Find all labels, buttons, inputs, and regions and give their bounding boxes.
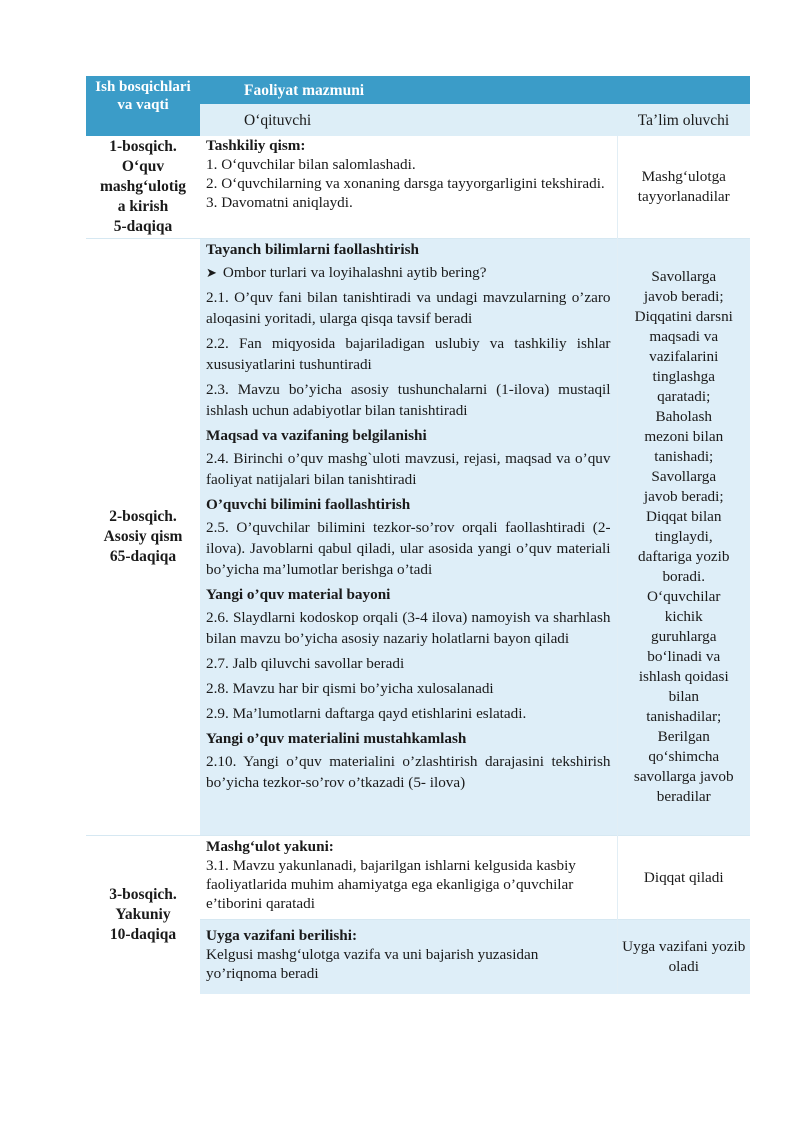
teacher-item: 2.1. O’quv fani bilan tanishtiradi va undagi mavzularning o’zaro aloqasini yoritadi, ularga qisqa tavsif beradi <box>206 289 611 327</box>
teacher-item: 2.10. Yangi o’quv materialini o’zlashtirish darajasini tekshirish bo’yicha tezkor-so’rov o’tkazadi (5- ilova) <box>206 753 611 791</box>
stage-1-line: a kirish <box>117 198 169 215</box>
teacher-item: 3.1. Mavzu yakunlanadi, bajarilgan ishlarni kelgusida kasbiy faoliyatlarida muhim ahamiyatga ega ekanligiga o’quvchilar e’tiborini qaratadi <box>206 857 576 912</box>
student-line: Savollarga <box>651 268 717 285</box>
stage-3-line: 10-daqiqa <box>109 926 177 943</box>
stage-3-teacher-summary <box>200 836 617 920</box>
student-line: boradi. <box>662 568 706 585</box>
header-stage-column: Ish bosqichlari va vaqti <box>86 76 200 136</box>
student-line: qo‘shimcha <box>648 748 720 765</box>
stage-3-student-summary: Diqqat qiladi <box>617 836 750 920</box>
student-line: tinglaydi, <box>654 528 713 545</box>
student-line: javob beradi; <box>643 288 724 305</box>
student-line: Berilgan <box>657 728 710 745</box>
student-line: beradilar <box>656 788 711 805</box>
student-line: bo‘linadi va <box>647 648 721 665</box>
teacher-item: 2.9. Ma’lumotlarni daftarga qayd etishlarini eslatadi. <box>206 705 527 722</box>
student-line: qaratadi; <box>657 388 711 405</box>
stage-1-line: O‘quv <box>121 158 165 175</box>
student-line: Savollarga <box>651 468 717 485</box>
teacher-item: 2.6. Slaydlarni kodoskop orqali (3-4 ilova) namoyish va sharhlash bilan mavzu bo’yicha asosiy nazariy holatlarni bayon qiladi <box>206 609 611 647</box>
teacher-item: Kelgusi mashg‘ulotga vazifa va uni bajarish yuzasidan yo’riqnoma beradi <box>206 946 539 982</box>
stage-2-line: 65-daqiqa <box>109 548 177 565</box>
section-title: Tashkiliy qism: <box>206 137 306 154</box>
stage-1-student: Mashg‘ulotga tayyorlanadilar <box>617 136 750 239</box>
student-line: tanishadi; <box>654 448 714 465</box>
teacher-item: 2.4. Birinchi o’quv mashg`uloti mavzusi, rejasi, maqsad va o’quv faoliyat natijalari bilan tanishtiradi <box>206 450 611 488</box>
header-student: Ta’lim oluvchi <box>617 104 750 136</box>
stage-3-teacher-homework <box>200 920 617 995</box>
teacher-item: 2.8. Mavzu har bir qismi bo’yicha xulosalanadi <box>206 680 494 697</box>
header-teacher: O‘qituvchi <box>200 104 617 136</box>
teacher-item: 2.2. Fan miqyosida bajariladigan uslubiy va tashkiliy ishlar xususiyatlarini tushuntiradi <box>206 335 611 373</box>
student-line: tinglashga <box>652 368 715 385</box>
section-title: Mashg‘ulot yakuni: <box>206 838 334 855</box>
student-line: javob beradi; <box>643 488 724 505</box>
stage-1-line: mashg‘ulotig <box>99 178 187 195</box>
teacher-item: 3. Davomatni aniqlaydi. <box>206 194 353 211</box>
section-title: Yangi o’quv materialini mustahkamlash <box>206 730 467 747</box>
stage-3-student-homework: Uyga vazifani yozib oladi <box>617 920 750 995</box>
stage-2-line: Asosiy qism <box>103 528 183 545</box>
stage-2-student <box>617 239 750 836</box>
stage-2-teacher <box>200 239 617 836</box>
student-line: Diqqatini darsni <box>634 308 733 325</box>
student-line: Diqqat bilan <box>646 508 722 525</box>
student-line: mezoni bilan <box>644 428 724 445</box>
student-line: ishlash qoidasi <box>638 668 729 685</box>
section-title: Yangi o’quv material bayoni <box>206 586 391 603</box>
student-line: vazifalarini <box>649 348 719 365</box>
student-line: maqsadi va <box>649 328 719 345</box>
section-title: Uyga vazifani berilishi: <box>206 927 358 944</box>
stage-3-line: Yakuniy <box>115 906 171 923</box>
teacher-item: 2. O‘quvchilarning va xonaning darsga tayyorgarligini tekshiradi. <box>206 175 605 192</box>
stage-2-line: 2-bosqich. <box>109 508 177 525</box>
lesson-plan-table <box>86 76 750 994</box>
stage-1 <box>86 136 200 239</box>
section-title: O’quvchi bilimini faollashtirish <box>206 496 411 513</box>
student-line: tanishadilar; <box>646 708 722 725</box>
stage-3-line: 3-bosqich. <box>109 886 177 903</box>
stage-1-line: 5-daqiqa <box>113 218 173 235</box>
stage-3 <box>86 836 200 995</box>
teacher-item: 2.3. Mavzu bo’yicha asosiy tushunchalarni (1-ilova) mustaqil ishlash uchun adabiyotlar bilan tanishtiradi <box>206 381 611 419</box>
stage-1-line: 1-bosqich. <box>109 138 177 155</box>
student-line: bilan <box>668 688 699 705</box>
student-line: Baholash <box>655 408 713 425</box>
student-line: O‘quvchilar <box>647 588 721 605</box>
teacher-item: 2.5. O’quvchilar bilimini tezkor-so’rov orqali faollashtiradi (2- ilova). Javoblarni qabul qiladi, ular asosida yangi o’quv materiali bo’yicha ma’lumotlar berishga o’tadi <box>206 519 611 578</box>
student-line: daftariga yozib <box>637 548 730 565</box>
stage-1-teacher <box>200 136 617 239</box>
teacher-item: 1. O‘quvchilar bilan salomlashadi. <box>206 156 416 173</box>
header-activity: Faoliyat mazmuni <box>200 76 750 104</box>
section-title: Maqsad va vazifaning belgilanishi <box>206 427 427 444</box>
stage-2 <box>86 239 200 836</box>
section-bullet: ➤ Ombor turlari va loyihalashni aytib bering? <box>206 262 611 283</box>
student-line: savollarga javob <box>633 768 734 785</box>
student-line: guruhlarga <box>650 628 717 645</box>
teacher-item: 2.7. Jalb qiluvchi savollar beradi <box>206 655 405 672</box>
student-line: kichik <box>664 608 703 625</box>
section-title: Tayanch bilimlarni faollashtirish <box>206 241 419 258</box>
